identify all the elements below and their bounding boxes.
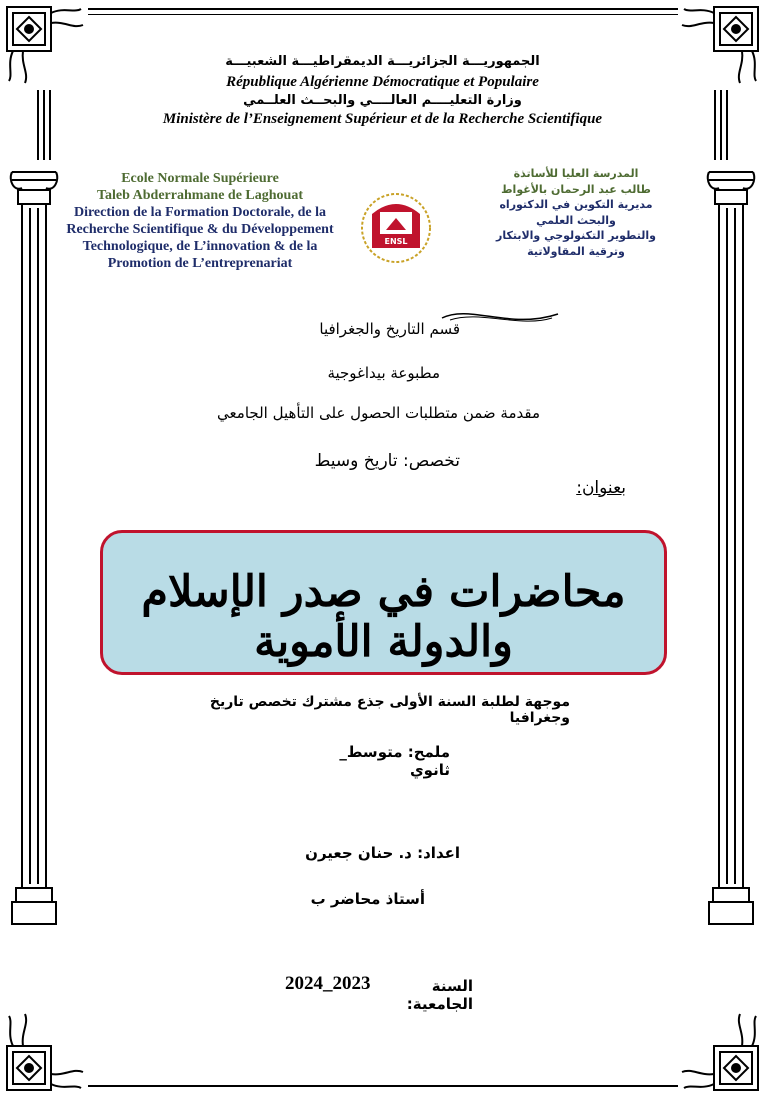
school-fr-line4: Recherche Scientifique & du Développement [66, 222, 334, 237]
bottom-border-line [88, 1085, 678, 1087]
school-fr-line1: Ecole Normale Supérieure [121, 171, 279, 186]
title-box [100, 530, 667, 675]
year-label: السنة الجامعية: [406, 977, 473, 1013]
ministry-arabic: وزارة التعليــــم العالــــي والبحــث العلــمي [243, 93, 522, 108]
academic-year: 2024_2023 [285, 973, 371, 994]
title-label: بعنوان: [576, 478, 626, 498]
left-column [8, 168, 60, 930]
school-ar-line5: والتطوير التكنولوجي والابتكار [495, 229, 656, 242]
rank-text: أستاذ محاضر ب [310, 890, 425, 908]
logo-text: ENSL [384, 237, 408, 246]
republic-french: République Algérienne Démocratique et Populaire [226, 74, 539, 90]
document-title: محاضرات في صدر الإسلام والدولة الأموية [141, 567, 626, 667]
school-ar-line6: وترقية المقاولاتية [527, 244, 625, 258]
school-fr-line2: Taleb Abderrahmane de Laghouat [96, 188, 303, 203]
school-french-block [55, 170, 345, 272]
purpose-text: مقدمة ضمن متطلبات الحصول على التأهيل الجامعي [217, 404, 540, 422]
school-fr-line5: Technologique, de L’innovation & de la [82, 239, 318, 254]
school-ar-line3: مديرية التكوين في الدكتوراه [499, 198, 653, 211]
top-border-line-inner [88, 14, 678, 15]
profile-text: ملمح: متوسط_ ثانوي [339, 743, 450, 779]
specialty-text: تخصص: تاريخ وسيط [314, 451, 460, 471]
right-column [705, 168, 757, 930]
republic-arabic: الجمهوريـــة الجزائريـــة الديمقراطيـــة الشعبيـــة [225, 54, 540, 69]
department-text: قسم التاريخ والجغرافيا [319, 320, 460, 338]
audience-text: موجهة لطلبة السنة الأولى جذع مشترك تخصص تاريخ وجغرافيا [209, 694, 570, 726]
corner-ornament-bottom-left [3, 1010, 87, 1094]
top-border-line [88, 8, 678, 10]
school-arabic-block [470, 166, 682, 259]
school-fr-line6: Promotion de L’entreprenariat [107, 256, 293, 271]
school-ar-line2: طالب عبد الرحمان بالأغواط [501, 182, 651, 196]
school-ar-line1: المدرسة العليا للأساتذة [513, 167, 639, 180]
document-type: مطبوعة بيداغوجية [327, 364, 440, 382]
ensl-logo [356, 186, 436, 266]
school-ar-line4: والبحث العلمي [536, 213, 616, 227]
ministry-french: Ministère de l’Enseignement Supérieur et de la Recherche Scientifique [162, 111, 603, 127]
school-fr-line3: Direction de la Formation Doctorale, de la [73, 205, 327, 220]
author-text: اعداد: د. حنان جعيرن [305, 844, 460, 862]
corner-ornament-bottom-right [678, 1010, 762, 1094]
